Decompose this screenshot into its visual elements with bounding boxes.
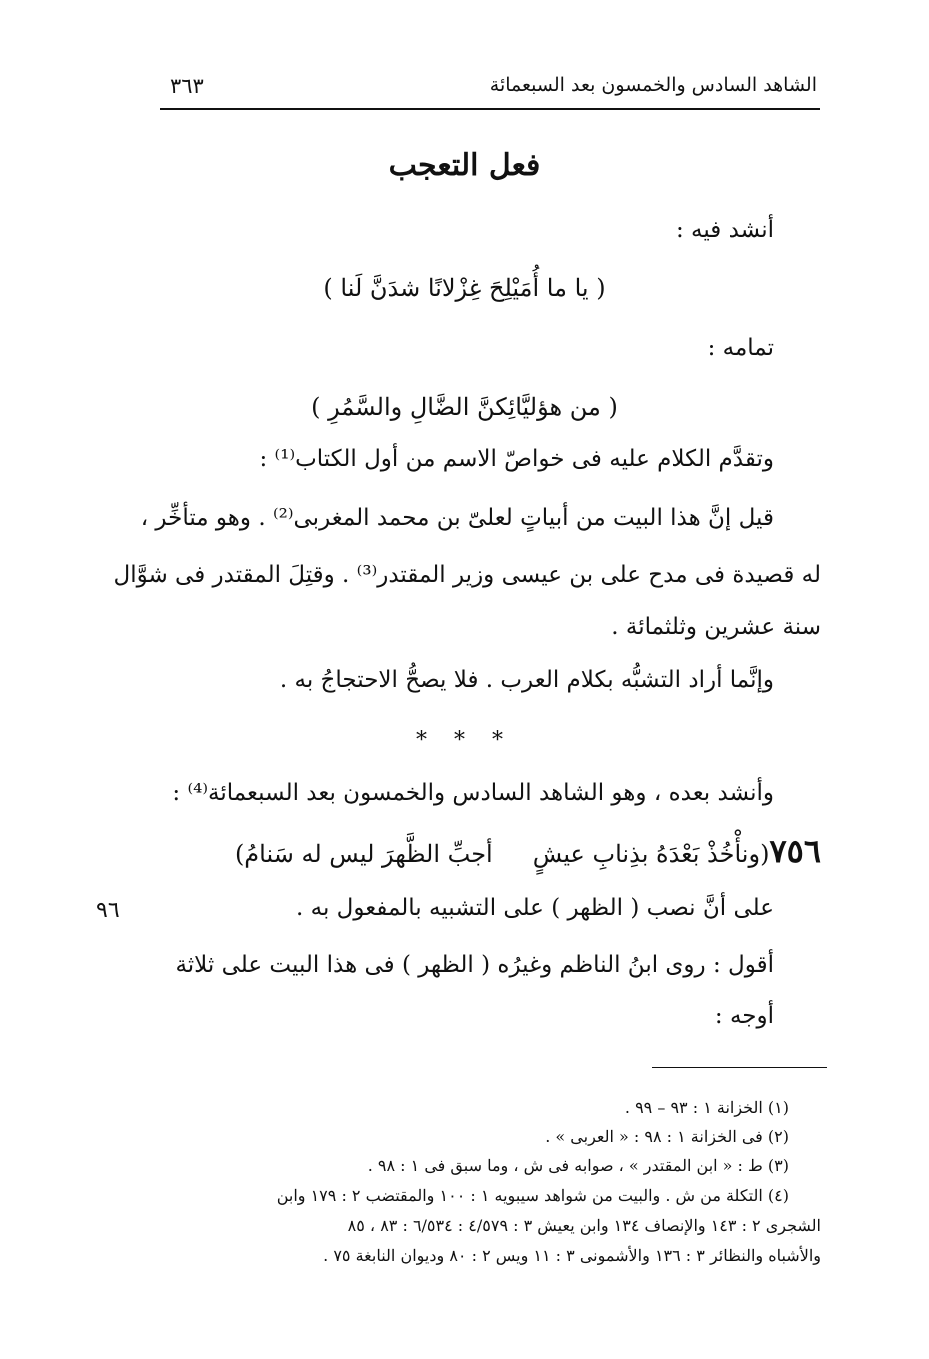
body-line-13: أوجه :: [714, 1003, 774, 1029]
footnote-2: (٢) فى الخزانة ١ : ٩٨ : « العربى » .: [545, 1127, 789, 1146]
section-separator: * * *: [416, 728, 513, 753]
margin-number: ٩٦: [96, 898, 120, 923]
body-line-7: له قصيدة فى مدح على بن عيسى وزير المقتدر⁽³⁾ . وقتِلَ المقتدر فى شوَّال: [113, 562, 821, 588]
body-line-12: أقول : روى ابنُ الناظم وغيرُه ( الظهر ) فى هذا البيت على ثلاثة: [175, 952, 774, 978]
witness-hemistich-1: (ونأْخُذْ بَعْدَهُ بذِنابِ عيشٍ: [532, 840, 770, 868]
body-line-6: قيل إنَّ هذا البيت من أبياتٍ لعلىّ بن محمد المغربى⁽²⁾ . وهو متأخِّر ،: [140, 505, 774, 531]
body-line-9: وإنَّما أراد التشبُّه بكلام العرب . فلا يصحُّ الاحتجاجُ به .: [279, 667, 774, 693]
verse-line-2: ( من هؤليَّائِكنَّ الضَّالِ والسَّمُرِ ): [311, 393, 618, 421]
verse-line-1: ( يا ما أُمَيْلِحَ غِزْلانًا شدَنَّ لَنا ): [323, 274, 606, 302]
footnote-rule: [652, 1067, 827, 1068]
body-line-10: وأنشد بعده ، وهو الشاهد السادس والخمسون بعد السبعمائة⁽⁴⁾ :: [172, 780, 774, 806]
footnote-4-cont-1: الشجرى ٢ : ١٤٣ والإنصاف ١٣٤ وابن يعيش ٣ : ٤/٥٧٩ : ٦/٥٣٤ : ٨٣ ، ٨٥: [347, 1216, 821, 1235]
witness-verse: [235, 832, 821, 870]
footnote-4: (٤) التكلة من ش . والبيت من شواهد سيبويه ١ : ١٠٠ والمقتضب ٢ : ١٧٩ وابن: [276, 1186, 789, 1205]
footnote-3: (٣) ط : « ابن المقتدر » ، صوابه فى ش ، وما سبق فى ١ : ٩٨ .: [367, 1156, 789, 1175]
body-line-3: تمامه :: [707, 335, 774, 361]
witness-number: ٧٥٦: [769, 832, 821, 870]
page-number: ٣٦٣: [170, 74, 204, 98]
body-line-11: على أنَّ نصب ( الظهر ) على التشبيه بالمفعول به .: [296, 895, 774, 921]
running-head: الشاهد السادس والخمسون بعد السبعمائة: [489, 74, 817, 96]
header-rule: [160, 108, 820, 110]
body-line-8: سنة عشرين وثلثمائة .: [611, 614, 821, 640]
chapter-title: فعل التعجب: [388, 148, 541, 183]
body-line-1: أنشد فيه :: [675, 217, 774, 243]
footnote-4-cont-2: والأشباه والنظائر ٣ : ١٣٦ والأشمونى ٣ : ١١ ويس ٢ : ٨٠ وديوان النابغة ٧٥ .: [323, 1246, 821, 1265]
body-line-5: وتقدَّم الكلام عليه فى خواصّ الاسم من أول الكتاب⁽¹⁾ :: [259, 446, 774, 472]
witness-hemistich-2: أجبِّ الظَّهرَ ليس له سَنامُ): [234, 840, 493, 868]
footnote-1: (١) الخزانة ١ : ٩٣ – ٩٩ .: [624, 1098, 789, 1117]
